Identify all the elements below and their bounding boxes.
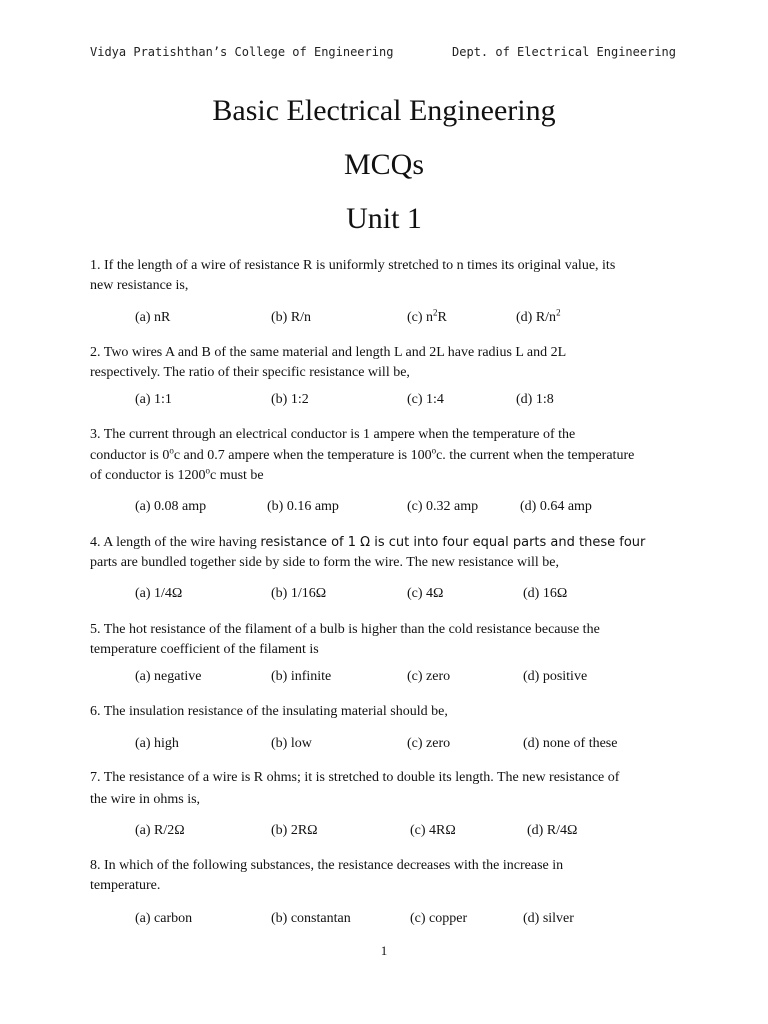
option-b: (b) R/n	[271, 310, 312, 325]
question-4	[90, 533, 676, 573]
question-4-options	[0, 586, 768, 606]
question-text: respectively. The ratio of their specific resistance will be,	[90, 365, 410, 380]
option-d: (d) silver	[523, 911, 574, 926]
option-c: (c) 0.32 amp	[407, 499, 479, 514]
question-text: 6. The insulation resistance of the insulating material should be,	[90, 704, 448, 719]
option-d: (d) 0.64 amp	[520, 499, 592, 514]
option-c-tail: R	[437, 310, 447, 325]
option-b: (b) 1:2	[271, 392, 309, 407]
option-a: (a) high	[135, 736, 179, 751]
option-c: (c) zero	[407, 669, 451, 684]
text-segment: resistance of 1 Ω is cut into four equal parts and these four	[260, 535, 646, 550]
text-segment: 4. A length of the wire having	[90, 535, 261, 550]
option-a: (a) 0.08 amp	[135, 499, 207, 514]
option-a: (a) carbon	[135, 911, 193, 926]
option-c: (c) copper	[410, 911, 468, 926]
option-c: (c) zero	[407, 736, 451, 751]
question-5	[90, 620, 676, 660]
option-b: (b) 2RΩ	[271, 823, 318, 838]
option-a: (a) negative	[135, 669, 202, 684]
question-1-options	[0, 307, 768, 330]
text-segment: c must be	[209, 468, 264, 483]
option-a: (a) 1/4Ω	[135, 586, 183, 601]
page-number: 1	[380, 943, 388, 958]
degree-sup: o	[169, 445, 174, 456]
option-a: (a) R/2Ω	[135, 823, 185, 838]
option-c-exponent: 2	[433, 307, 438, 318]
question-text	[90, 466, 676, 486]
question-text	[90, 446, 676, 466]
document-title: Basic Electrical Engineering	[212, 94, 556, 127]
question-3-options	[0, 499, 768, 519]
question-text: 3. The current through an electrical conductor is 1 ampere when the temperature of the	[90, 427, 576, 442]
question-7	[90, 768, 676, 810]
question-text: 1. If the length of a wire of resistance R is uniformly stretched to n times its original value, its	[90, 258, 616, 273]
question-text: 5. The hot resistance of the filament of a bulb is higher than the cold resistance because the	[90, 622, 600, 637]
question-text: parts are bundled together side by side to form the wire. The new resistance will be,	[90, 555, 559, 570]
option-c: (c) 1:4	[407, 392, 444, 407]
option-b: (b) constantan	[271, 911, 351, 926]
question-3	[90, 425, 676, 486]
question-2-options	[0, 392, 768, 412]
text-segment: of conductor is 1200	[90, 468, 206, 483]
option-c-base: (c) n	[407, 310, 434, 325]
question-text: 7. The resistance of a wire is R ohms; it is stretched to double its length. The new resistance of	[90, 770, 620, 785]
question-text	[90, 533, 676, 553]
text-segment: c and 0.7 ampere when the temperature is 100	[173, 448, 432, 463]
question-text: 2. Two wires A and B of the same material and length L and 2L have radius L and 2L	[90, 345, 567, 360]
question-1	[90, 256, 676, 296]
option-c	[407, 307, 447, 326]
unit-title: Unit 1	[346, 202, 422, 235]
question-text: the wire in ohms is,	[90, 792, 201, 807]
option-d: (d) R/4Ω	[527, 823, 578, 838]
question-6	[90, 702, 676, 722]
degree-sup: o	[431, 445, 437, 456]
question-8-options	[0, 911, 768, 931]
header-college-name: Vidya Pratishthan’s College of Engineering	[90, 45, 394, 59]
option-a: (a) nR	[135, 310, 171, 325]
option-b: (b) 1/16Ω	[271, 586, 327, 601]
option-b: (b) infinite	[271, 669, 332, 684]
question-6-options	[0, 736, 768, 756]
option-a: (a) 1:1	[135, 392, 172, 407]
option-d: (d) none of these	[523, 736, 618, 751]
degree-sup: o	[205, 465, 210, 476]
option-b: (b) low	[271, 736, 312, 751]
option-d-exponent: 2	[556, 307, 561, 318]
option-c: (c) 4Ω	[407, 586, 444, 601]
question-text: 8. In which of the following substances, the resistance decreases with the increase in	[90, 858, 564, 873]
option-d	[516, 307, 561, 326]
option-c: (c) 4RΩ	[410, 823, 456, 838]
option-b: (b) 0.16 amp	[267, 499, 339, 514]
option-d-base: (d) R/n	[516, 310, 557, 325]
option-d: (d) positive	[523, 669, 588, 684]
question-text: new resistance is,	[90, 278, 189, 293]
option-d: (d) 1:8	[516, 392, 554, 407]
text-segment: c. the current when the temperature	[436, 448, 635, 463]
question-5-options	[0, 669, 768, 689]
text-segment: conductor is 0	[90, 448, 170, 463]
question-7-options	[0, 823, 768, 843]
document-subtitle: MCQs	[343, 148, 425, 181]
question-8	[90, 856, 676, 896]
question-text: temperature coefficient of the filament is	[90, 642, 319, 657]
question-2	[90, 343, 676, 383]
option-d: (d) 16Ω	[523, 586, 568, 601]
question-text: temperature.	[90, 878, 161, 893]
header-department: Dept. of Electrical Engineering	[452, 45, 676, 59]
